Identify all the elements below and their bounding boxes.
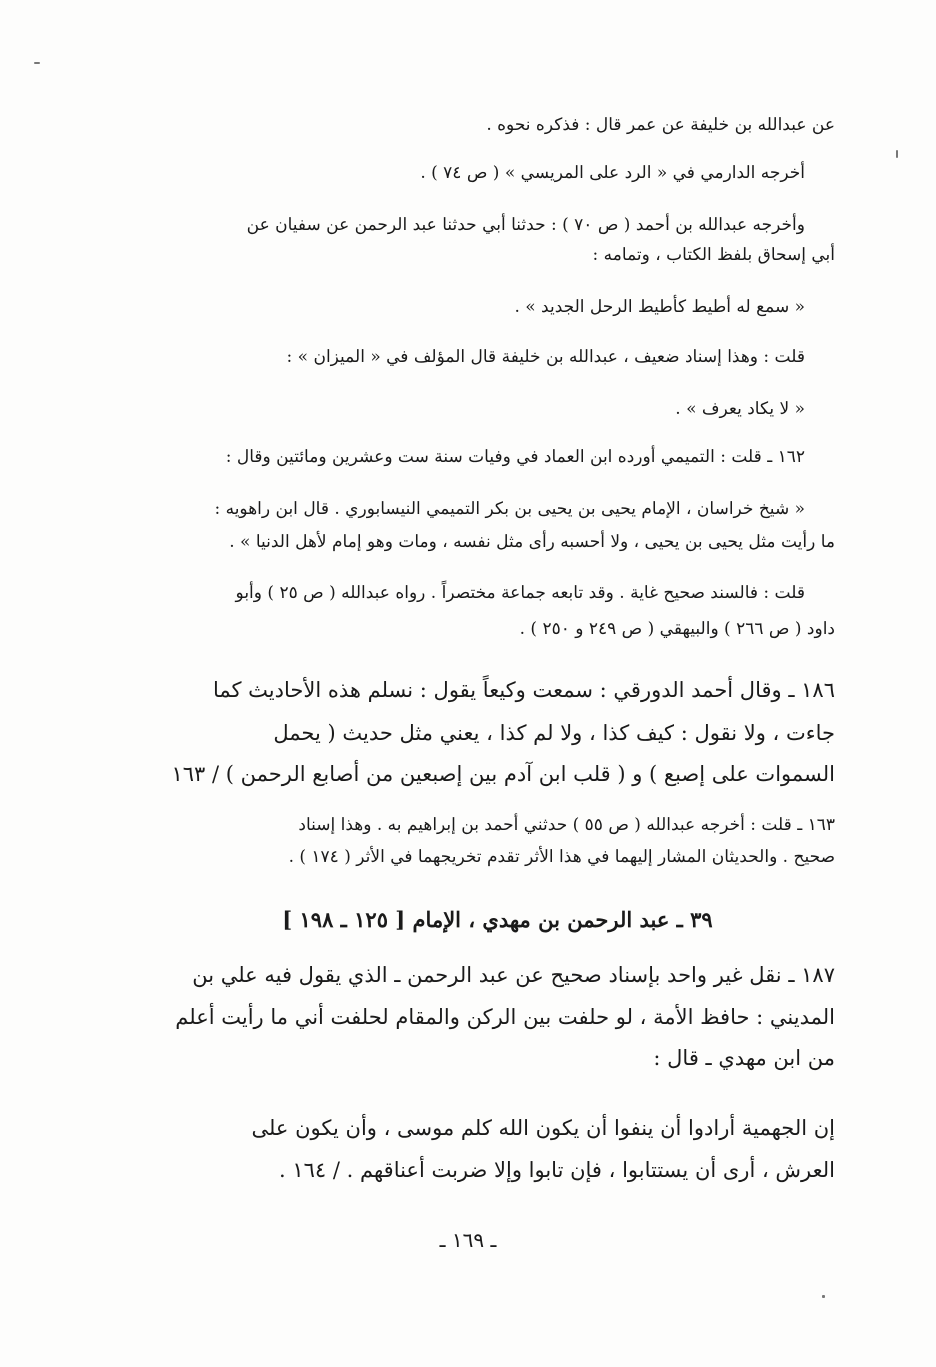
quote-line: إن الجهمية أرادوا أن ينفوا أن يكون الله كلم موسى ، وأن يكون على (251, 1116, 835, 1140)
page-number: ـ ١٦٩ ـ (439, 1228, 497, 1252)
main-text-line: من ابن مهدي ـ قال : (653, 1046, 835, 1070)
scan-speck (822, 1295, 825, 1298)
scan-speck (34, 62, 40, 64)
footnote-line: ما رأيت مثل يحيى بن يحيى ، ولا أحسبه رأى مثل نفسه ، ومات وهو إمام لأهل الدنيا » . (229, 532, 835, 552)
main-text-line: جاءت ، ولا نقول : كيف كذا ، ولا لم كذا ، يعني مثل حديث ( يحمل (273, 721, 835, 745)
footnote-line: أخرجه الدارمي في « الرد على المريسي » ( ص ٧٤ ) . (420, 163, 805, 183)
footnote-line: وأخرجه عبدالله بن أحمد ( ص ٧٠ ) : حدثنا أبي حدثنا عبد الرحمن عن سفيان عن (246, 215, 805, 235)
scan-speck (896, 150, 898, 158)
main-text-line: المديني : حافظ الأمة ، لو حلفت بين الركن والمقام لحلفت أني ما رأيت أعلم (175, 1005, 835, 1029)
footnote-line: داود ( ص ٢٦٦ ) والبيهقي ( ص ٢٤٩ و ٢٥٠ ) . (519, 619, 835, 639)
main-text-line: السموات على إصبع ) و ( قلب ابن آدم بين إصبعين من أصابع الرحمن ) / ١٦٣ (171, 762, 835, 786)
main-text-line: ١٨٦ ـ وقال أحمد الدورقي : سمعت وكيعاً يقول : نسلم هذه الأحاديث كما (212, 678, 835, 702)
footnote-line: « سمع له أطيط كأطيط الرحل الجديد » . (514, 297, 805, 317)
footnote-line: « شيخ خراسان ، الإمام يحيى بن يحيى بن بكر التميمي النيسابوري . قال ابن راهويه : (214, 499, 805, 519)
quote-line: العرش ، أرى أن يستتابوا ، فإن تابوا وإلا ضربت أعناقهم . / ١٦٤ . (279, 1158, 835, 1182)
footnote-line: صحيح . والحديثان المشار إليهما في هذا الأثر تقدم تخريجهما في الأثر ( ١٧٤ ) . (288, 847, 835, 867)
footnote-line: قلت : وهذا إسناد ضعيف ، عبدالله بن خليفة قال المؤلف في « الميزان » : (286, 347, 805, 367)
footnote-line: « لا يكاد يعرف » . (675, 399, 805, 419)
footnote-line: عن عبدالله بن خليفة عن عمر قال : فذكره نحوه . (486, 115, 835, 135)
main-text-line: ١٨٧ ـ نقل غير واحد بإسناد صحيح عن عبد الرحمن ـ الذي يقول فيه علي بن (192, 963, 835, 987)
footnote-line: ١٦٢ ـ قلت : التميمي أورده ابن العماد في وفيات سنة ست وعشرين ومائتين وقال : (225, 447, 805, 467)
footnote-line: أبي إسحاق بلفظ الكتاب ، وتمامه : (592, 245, 835, 265)
section-heading: ٣٩ ـ عبد الرحمن بن مهدي ، الإمام [ ١٢٥ ـ ١٩٨ ] (282, 907, 713, 932)
footnote-line: قلت : فالسند صحيح غاية . وقد تابعه جماعة مختصراً . رواه عبدالله ( ص ٢٥ ) وأبو (235, 583, 805, 603)
footnote-line: ١٦٣ ـ قلت : أخرجه عبدالله ( ص ٥٥ ) حدثني أحمد بن إبراهيم به . وهذا إسناد (298, 815, 835, 835)
